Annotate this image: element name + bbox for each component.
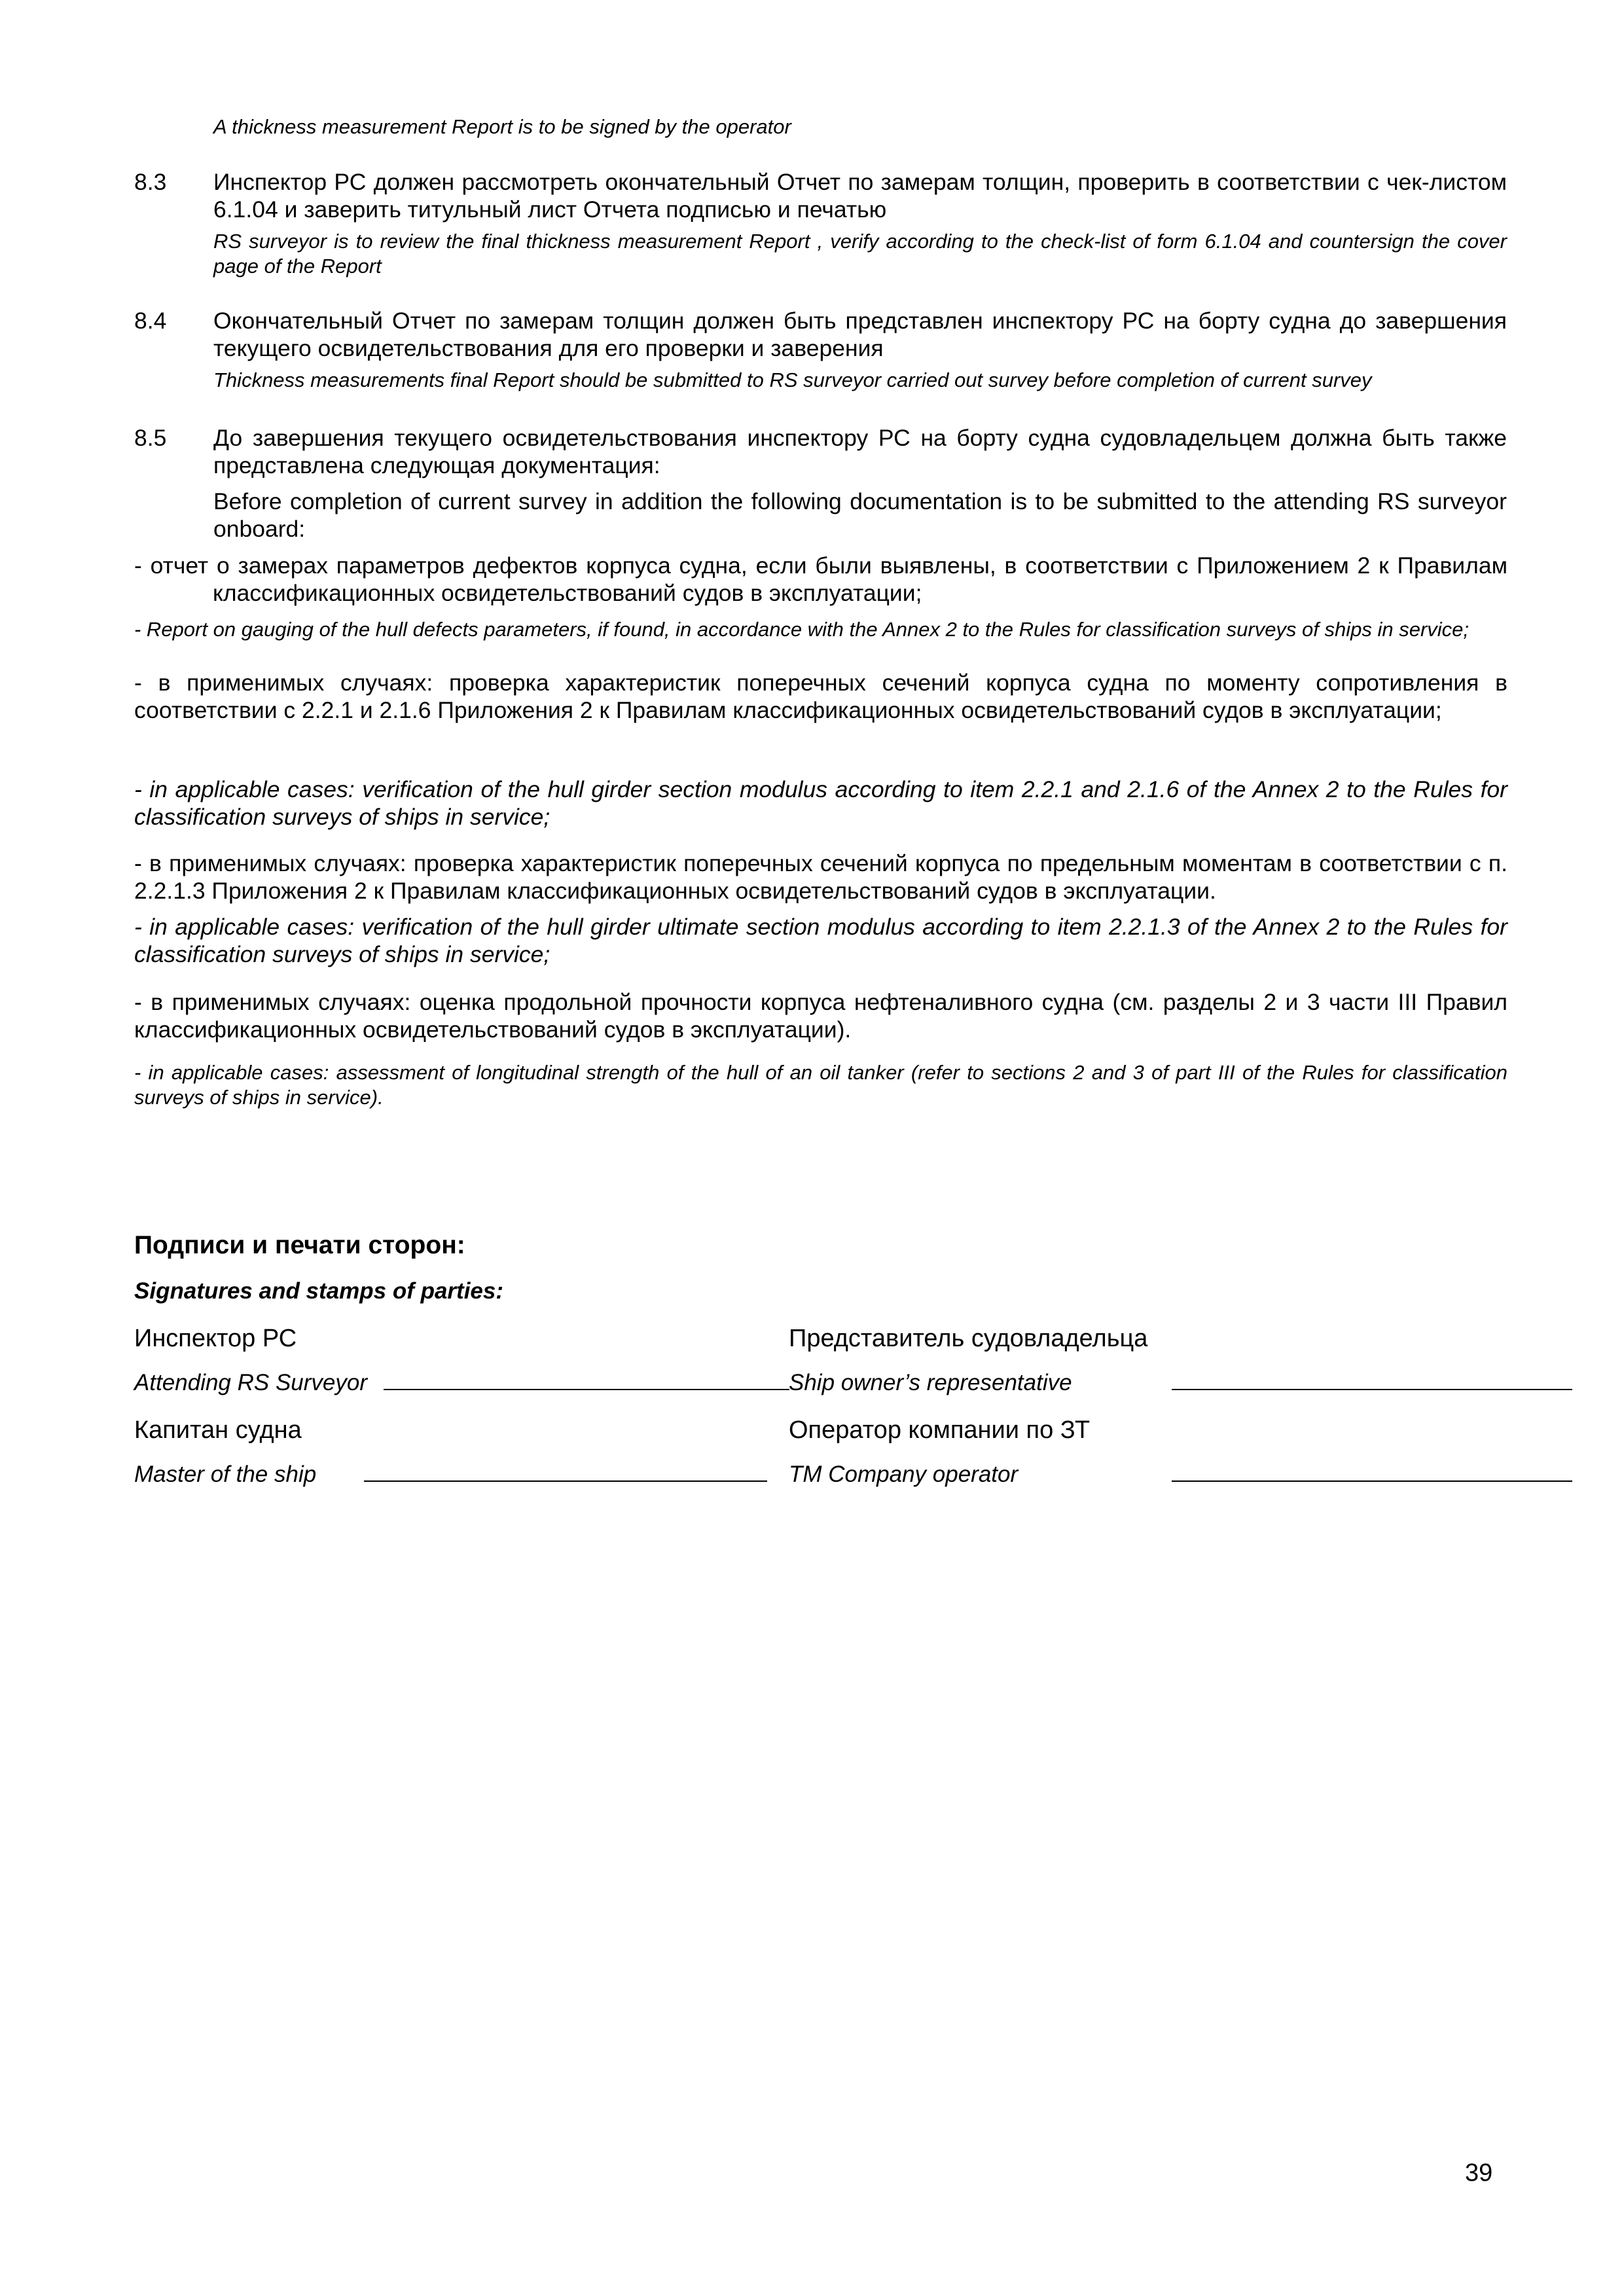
item-8-3-en: RS surveyor is to review the final thickness measurement Report , verify according to the check-list of form 6.1.04 and countersign the cover page of the Report	[213, 230, 1507, 278]
item-8-4-en: Thickness measurements final Report should be submitted to RS surveyor carried out survey before completion of current survey	[213, 368, 1372, 391]
bullet-2-en: - in applicable cases: verification of the hull girder section modulus according to item 2.2.1 and 2.1.6 of the Annex 2 to the Rules for classification surveys of ships in service;	[134, 776, 1507, 830]
operator-label-en: TM Company operator	[789, 1462, 1019, 1487]
bullet-1-en: - Report on gauging of the hull defects parameters, if found, in accordance with the Annex 2 to the Rules for classification surveys of ships in service;	[134, 618, 1470, 641]
signatures-heading-en: Signatures and stamps of parties:	[134, 1278, 504, 1304]
bullet-4-ru: - в применимых случаях: оценка продольной прочности корпуса нефтеналивного судна (см. разделы 2 и 3 части III Правил классификационных освидетельствований судов в эксплуатации).	[134, 989, 1507, 1043]
page-number: 39	[1465, 2159, 1493, 2187]
item-8-5-en: Before completion of current survey in addition the following documentation is to be submitted to the attending RS surveyor onboard:	[213, 488, 1507, 542]
surveyor-label-ru: Инспектор РС	[134, 1325, 297, 1352]
bullet-3-ru: - в применимых случаях: проверка характеристик поперечных сечений корпуса по предельным моментам в соответствии с п. 2.2.1.3 Приложения 2 к Правилам классификационных освидетельствований судов в эксплуатации.	[134, 850, 1507, 904]
item-8-3-ru: Инспектор РС должен рассмотреть окончательный Отчет по замерам толщин, проверить в соответствии с чек-листом 6.1.04 и заверить титульный лист Отчета подписью и печатью	[213, 169, 1507, 223]
surveyor-signature-line	[384, 1389, 789, 1390]
owner-signature-line	[1172, 1389, 1572, 1390]
owner-label-ru: Представитель судовладельца	[789, 1325, 1148, 1352]
item-number-8-5: 8.5	[134, 425, 167, 451]
item-number-8-3: 8.3	[134, 169, 167, 195]
owner-label-en: Ship owner’s representative	[789, 1370, 1072, 1395]
master-label-ru: Капитан судна	[134, 1416, 302, 1444]
master-signature-line	[364, 1480, 767, 1482]
top-note: A thickness measurement Report is to be signed by the operator	[213, 115, 791, 138]
item-8-5-ru: До завершения текущего освидетельствования инспектору РС на борту судна судовладельцем должна быть также представлена следующая документация:	[213, 425, 1507, 478]
operator-label-ru: Оператор компании по ЗТ	[789, 1416, 1091, 1444]
bullet-3-en: - in applicable cases: verification of the hull girder ultimate section modulus according to item 2.2.1.3 of the Annex 2 to the Rules for classification surveys of ships in service;	[134, 914, 1507, 967]
surveyor-label-en: Attending RS Surveyor	[134, 1370, 368, 1395]
master-label-en: Master of the ship	[134, 1462, 317, 1487]
signatures-heading-ru: Подписи и печати сторон:	[134, 1231, 465, 1259]
operator-signature-line	[1172, 1480, 1572, 1482]
item-8-4-ru: Окончательный Отчет по замерам толщин должен быть представлен инспектору РС на борту судна до завершения текущего освидетельствования для его проверки и заверения	[213, 308, 1507, 361]
item-number-8-4: 8.4	[134, 308, 167, 334]
bullet-4-en: - in applicable cases: assessment of longitudinal strength of the hull of an oil tanker (refer to sections 2 and 3 of part III of the Rules for classification surveys of ships in service).	[134, 1061, 1507, 1109]
bullet-2-ru: - в применимых случаях: проверка характеристик поперечных сечений корпуса судна по моменту сопротивления в соответствии с 2.2.1 и 2.1.6 Приложения 2 к Правилам классификационных освидетельствований судов в эксплуатации;	[134, 670, 1507, 723]
bullet-1-ru: - отчет о замерах параметров дефектов корпуса судна, если были выявлены, в соответствии с Приложением 2 к Правилам классификационных освидетельствований судов в эксплуатации;	[134, 552, 1507, 606]
